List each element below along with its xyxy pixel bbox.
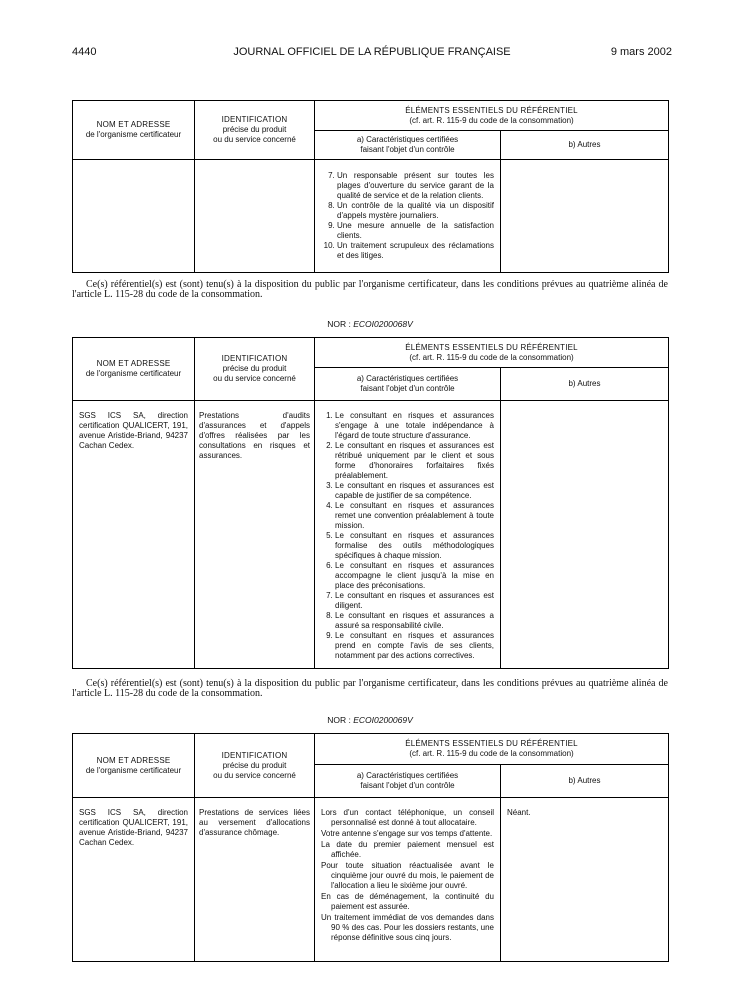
characteristic-item: 9. Une mesure annuelle de la satisfaction clients. xyxy=(337,221,494,241)
publication-date: 9 mars 2002 xyxy=(610,46,672,58)
characteristics-cell xyxy=(315,401,501,669)
identification-cell: Prestations de services liées au versement d'allocations d'assurance chômage. xyxy=(195,798,315,962)
header-elements: ÉLÉMENTS ESSENTIELS DU RÉFÉRENTIEL (cf. art. R. 115-9 du code de la consommation) xyxy=(315,101,669,131)
autres-cell xyxy=(501,160,669,273)
characteristic-item: 4. Le consultant en risques et assurances remet une convention préalablement à toute mission. xyxy=(335,501,494,531)
characteristics-cell xyxy=(315,798,501,962)
characteristic-paragraph: La date du premier paiement mensuel est affichée. xyxy=(321,840,494,859)
header-elements: ÉLÉMENTS ESSENTIELS DU RÉFÉRENTIEL (cf. art. R. 115-9 du code de la consommation) xyxy=(315,734,669,765)
characteristic-paragraph: Pour toute situation réactualisée avant le cinquième jour ouvré du mois, le paiement de l'allocation a lieu le sixième jour ouvré. xyxy=(321,861,494,890)
journal-title: JOURNAL OFFICIEL DE LA RÉPUBLIQUE FRANÇAISE xyxy=(233,46,511,58)
characteristic-paragraph: Un traitement immédiat de vos demandes dans 90 % des cas. Pour les dossiers restants, une réponse définitive sous cinq jours. xyxy=(321,913,494,942)
characteristic-item: 10. Un traitement scrupuleux des réclamations et des litiges. xyxy=(337,241,494,261)
header-elements: ÉLÉMENTS ESSENTIELS DU RÉFÉRENTIEL (cf. art. R. 115-9 du code de la consommation) xyxy=(315,338,669,368)
header-sub-a: a) Caractéristiques certifiées faisant l'objet d'un contrôle xyxy=(315,765,501,798)
nor-code: ECOI0200069V xyxy=(353,715,413,725)
availability-note: Ce(s) référentiel(s) est (sont) tenu(s) à la disposition du public par l'organisme certificateur, dans les conditions prévues au quatrième alinéa de l'article L. 115-28 du code de la consommation. xyxy=(72,678,668,699)
availability-note: Ce(s) référentiel(s) est (sont) tenu(s) à la disposition du public par l'organisme certificateur, dans les conditions prévues au quatrième alinéa de l'article L. 115-28 du code de la consommation. xyxy=(72,279,668,300)
header-identification: IDENTIFICATION précise du produit ou du service concerné xyxy=(195,101,315,160)
characteristic-item: 7. Le consultant en risques et assurances est diligent. xyxy=(335,591,494,611)
header-organisme: NOM ET ADRESSE de l'organisme certificateur xyxy=(73,734,195,798)
referentiel-table-2 xyxy=(72,337,669,669)
characteristic-item: 8. Le consultant en risques et assurances a assuré sa responsabilité civile. xyxy=(335,611,494,631)
header-identification: IDENTIFICATION précise du produit ou du service concerné xyxy=(195,734,315,798)
header-sub-b: b) Autres xyxy=(501,765,669,798)
organisme-cell xyxy=(73,160,195,273)
characteristic-item: 7. Un responsable présent sur toutes les plages d'ouverture du service garant de la qualité de service et de la relation clients. xyxy=(337,171,494,201)
header-identification: IDENTIFICATION précise du produit ou du service concerné xyxy=(195,338,315,401)
characteristic-item: 5. Le consultant en risques et assurances formalise des outils méthodologiques spécifiques à chaque mission. xyxy=(335,531,494,561)
characteristic-item: 6. Le consultant en risques et assurances accompagne le client jusqu'à la mise en place des préconisations. xyxy=(335,561,494,591)
identification-cell xyxy=(195,160,315,273)
characteristic-item: 9. Le consultant en risques et assurances prend en compte l'avis de ses clients, notamment par des actions correctives. xyxy=(335,631,494,661)
header-sub-b: b) Autres xyxy=(501,368,669,401)
characteristic-paragraph: Lors d'un contact téléphonique, un conseil personnalisé est donné à tout allocataire. xyxy=(321,808,494,827)
page-header xyxy=(72,46,672,62)
characteristics-cell xyxy=(315,160,501,273)
header-sub-a: a) Caractéristiques certifiées faisant l'objet d'un contrôle xyxy=(315,368,501,401)
header-sub-b: b) Autres xyxy=(501,131,669,160)
page-number: 4440 xyxy=(72,46,97,58)
autres-cell xyxy=(501,401,669,669)
nor-code: ECOI0200068V xyxy=(353,319,413,329)
nor-reference: NOR : ECOI0200069V xyxy=(327,715,413,725)
characteristic-paragraph: En cas de déménagement, la continuité du paiement est assurée. xyxy=(321,892,494,911)
characteristic-paragraph: Votre antenne s'engage sur vos temps d'attente. xyxy=(321,829,493,838)
header-organisme: NOM ET ADRESSE de l'organisme certificateur xyxy=(73,101,195,160)
nor-reference: NOR : ECOI0200068V xyxy=(327,319,413,329)
header-organisme: NOM ET ADRESSE de l'organisme certificateur xyxy=(73,338,195,401)
referentiel-table-3 xyxy=(72,733,669,962)
organisme-cell: SGS ICS SA, direction certification QUALICERT, 191, avenue Aristide-Briand, 94237 Cachan Cedex. xyxy=(73,798,195,962)
characteristic-item: 3. Le consultant en risques et assurances est capable de justifier de sa compétence. xyxy=(335,481,494,501)
characteristic-item: 1. Le consultant en risques et assurances s'engage à une totale indépendance à l'égard de toute structure d'assurance. xyxy=(335,411,494,441)
identification-cell: Prestations d'audits d'assurances et d'appels d'offres réalisées par les consultations en risques et assurances. xyxy=(195,401,315,669)
characteristic-item: 8. Un contrôle de la qualité via un dispositif d'appels mystère journaliers. xyxy=(337,201,494,221)
characteristic-item: 2. Le consultant en risques et assurances est rétribué uniquement par le client et sous forme d'honoraires forfaitaires fixés préalablement. xyxy=(335,441,494,481)
referentiel-table-1 xyxy=(72,100,669,273)
header-sub-a: a) Caractéristiques certifiées faisant l'objet d'un contrôle xyxy=(315,131,501,160)
autres-cell: Néant. xyxy=(501,798,669,962)
organisme-cell: SGS ICS SA, direction certification QUALICERT, 191, avenue Aristide-Briand, 94237 Cachan Cedex. xyxy=(73,401,195,669)
